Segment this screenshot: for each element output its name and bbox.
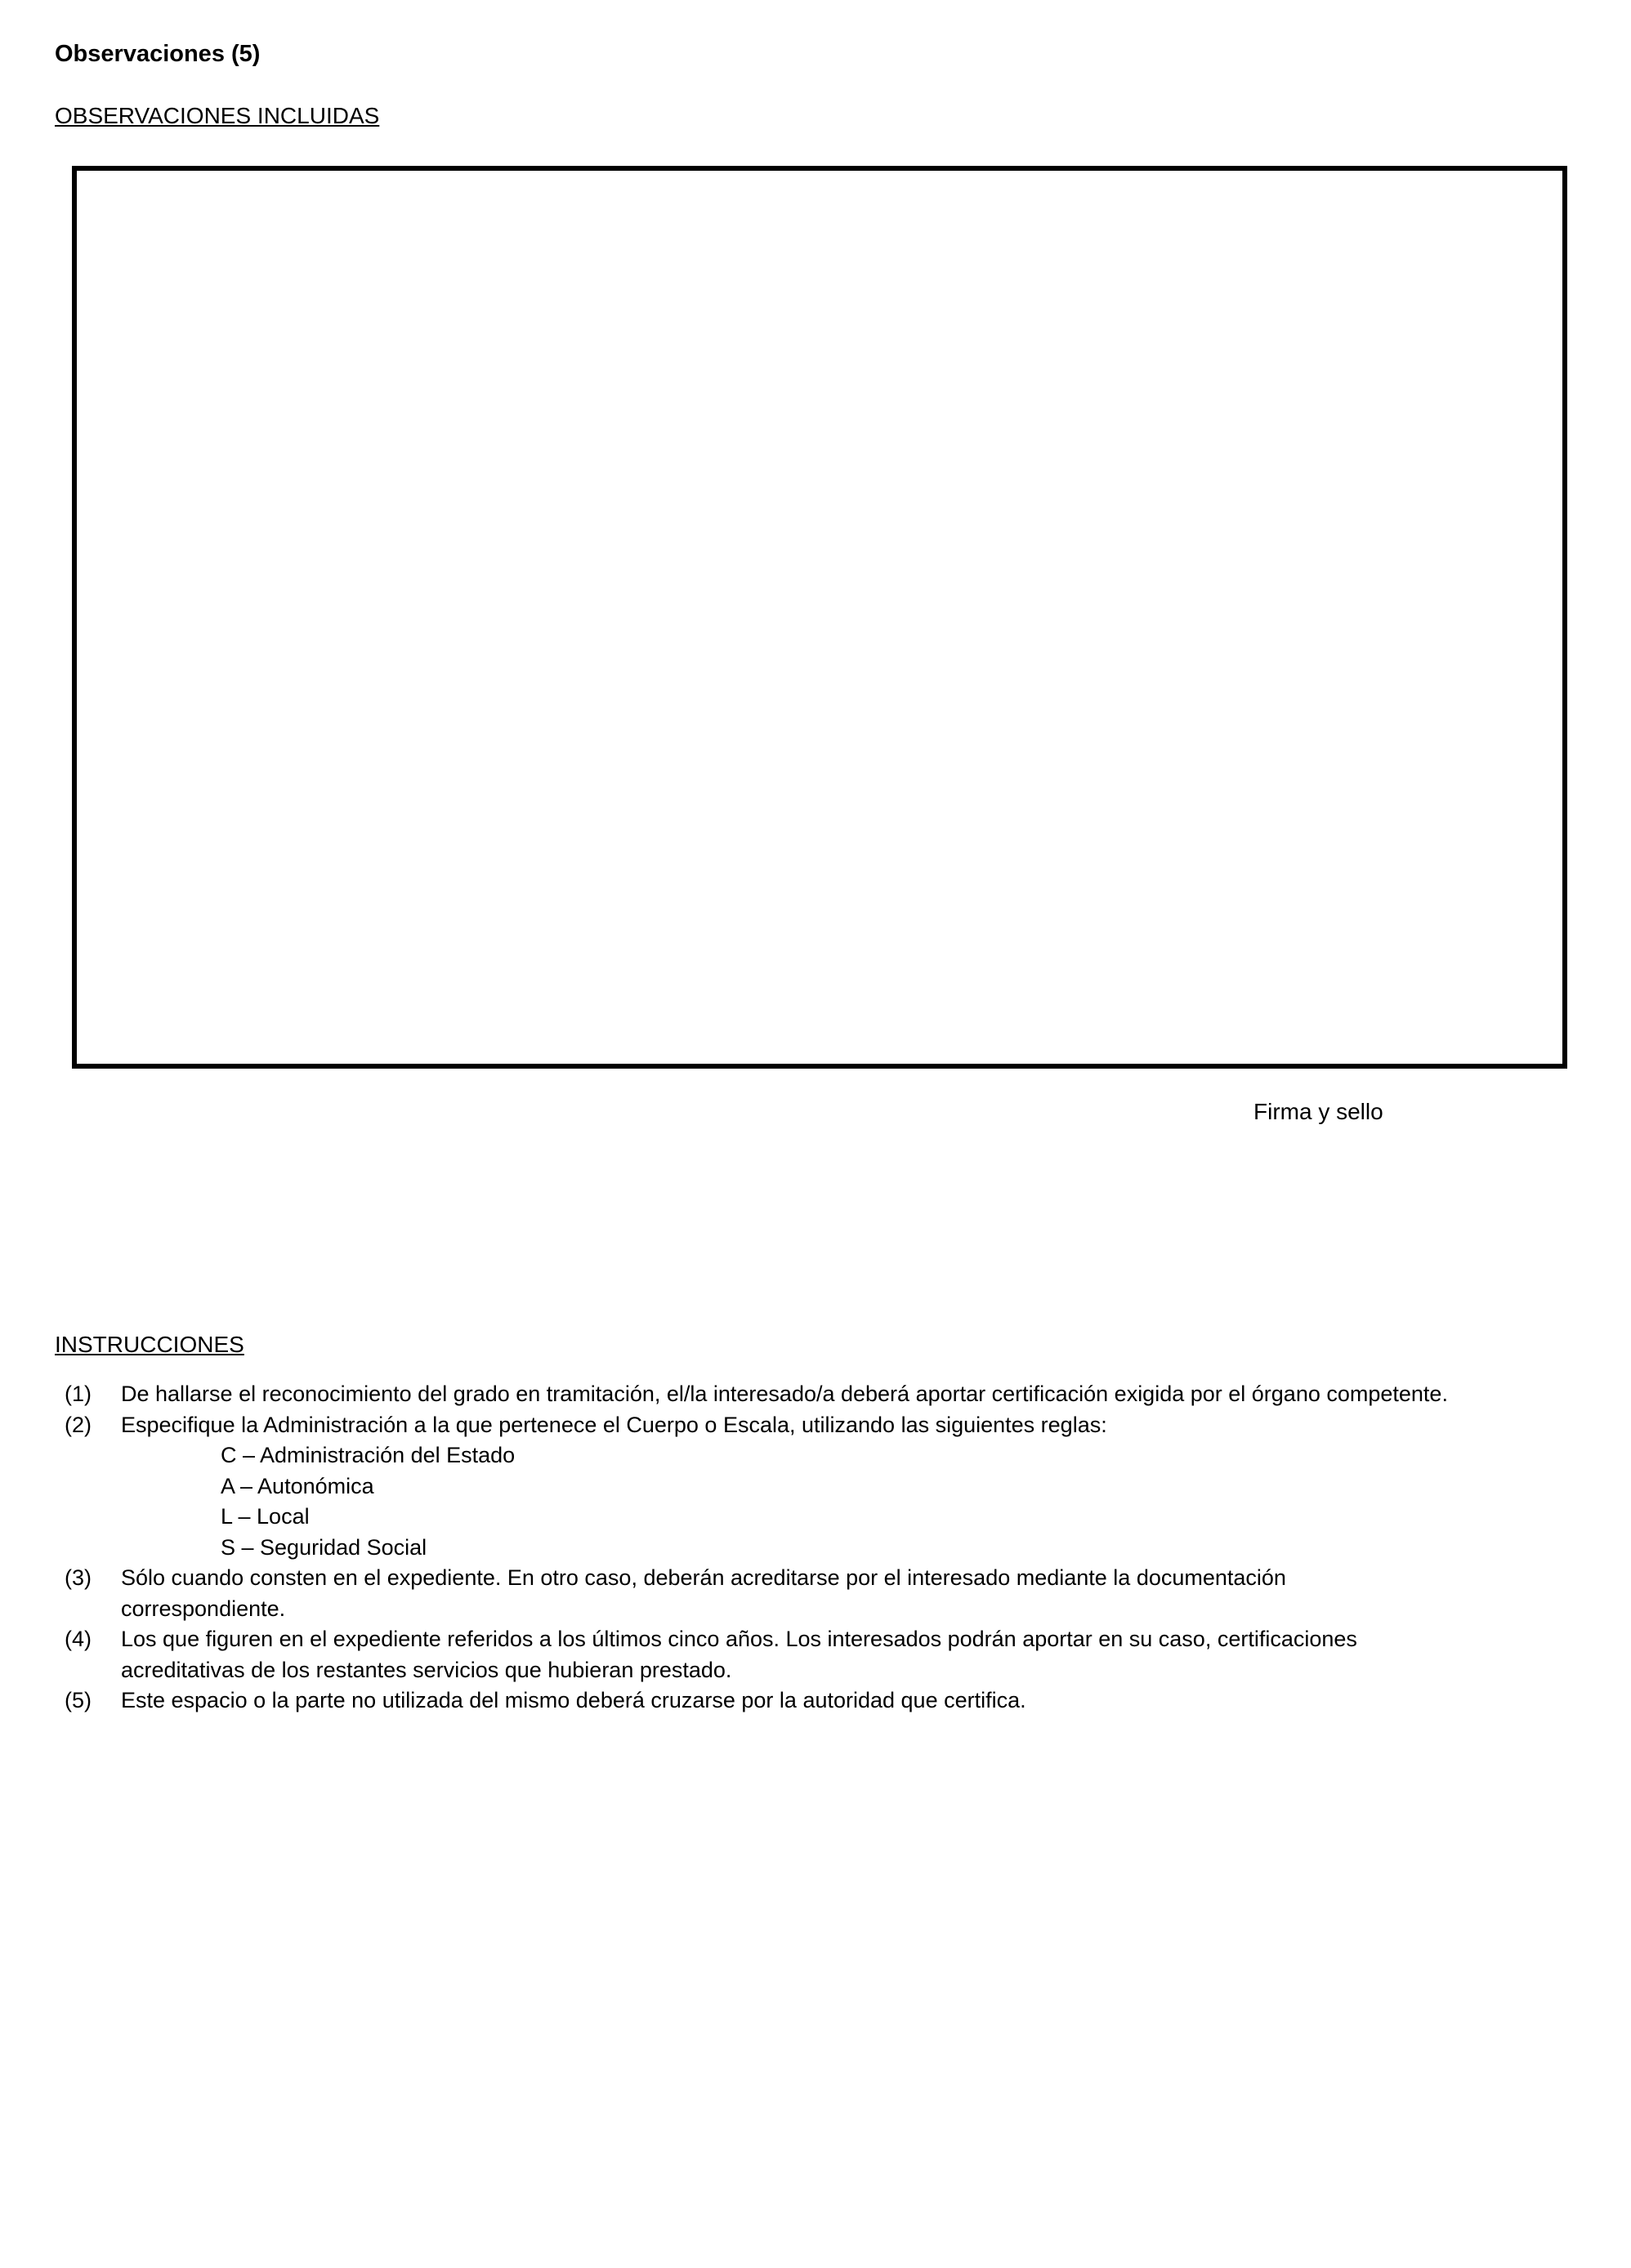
item-text: acreditativas de los restantes servicios que hubieran prestado. (121, 1657, 732, 1682)
observaciones-heading: Observaciones (5) (55, 41, 261, 67)
code-text: A – Autonómica (221, 1473, 374, 1498)
signature-label: Firma y sello (1253, 1099, 1383, 1124)
instrucciones-heading: INSTRUCCIONES (55, 1332, 244, 1357)
item-number: (3) (65, 1565, 92, 1590)
item-number: (1) (65, 1382, 92, 1406)
observaciones-box (72, 166, 1567, 1069)
code-text: S – Seguridad Social (221, 1534, 427, 1560)
item-number: (4) (65, 1627, 92, 1651)
code-text: C – Administración del Estado (221, 1443, 516, 1467)
item-text: Especifique la Administración a la que pertenece el Cuerpo o Escala, utilizando las siguientes reglas: (121, 1412, 1107, 1437)
item-number: (2) (65, 1412, 92, 1437)
item-text: De hallarse el reconocimiento del grado en tramitación, el/la interesado/a deberá aportar certificación exigida por el órgano competente. (121, 1382, 1448, 1406)
code-text: L – Local (221, 1504, 310, 1529)
item-number: (5) (65, 1688, 92, 1712)
item-text: Los que figuren en el expediente referidos a los últimos cinco años. Los interesados podrán aportar en su caso, certificaciones (121, 1627, 1357, 1651)
item-text: Este espacio o la parte no utilizada del mismo deberá cruzarse por la autoridad que certifica. (121, 1688, 1026, 1712)
item-text: correspondiente. (121, 1596, 286, 1621)
item-text: Sólo cuando consten en el expediente. En otro caso, deberán acreditarse por el interesado mediante la documentación (121, 1565, 1286, 1590)
observaciones-incluidas-heading: OBSERVACIONES INCLUIDAS (55, 103, 380, 128)
